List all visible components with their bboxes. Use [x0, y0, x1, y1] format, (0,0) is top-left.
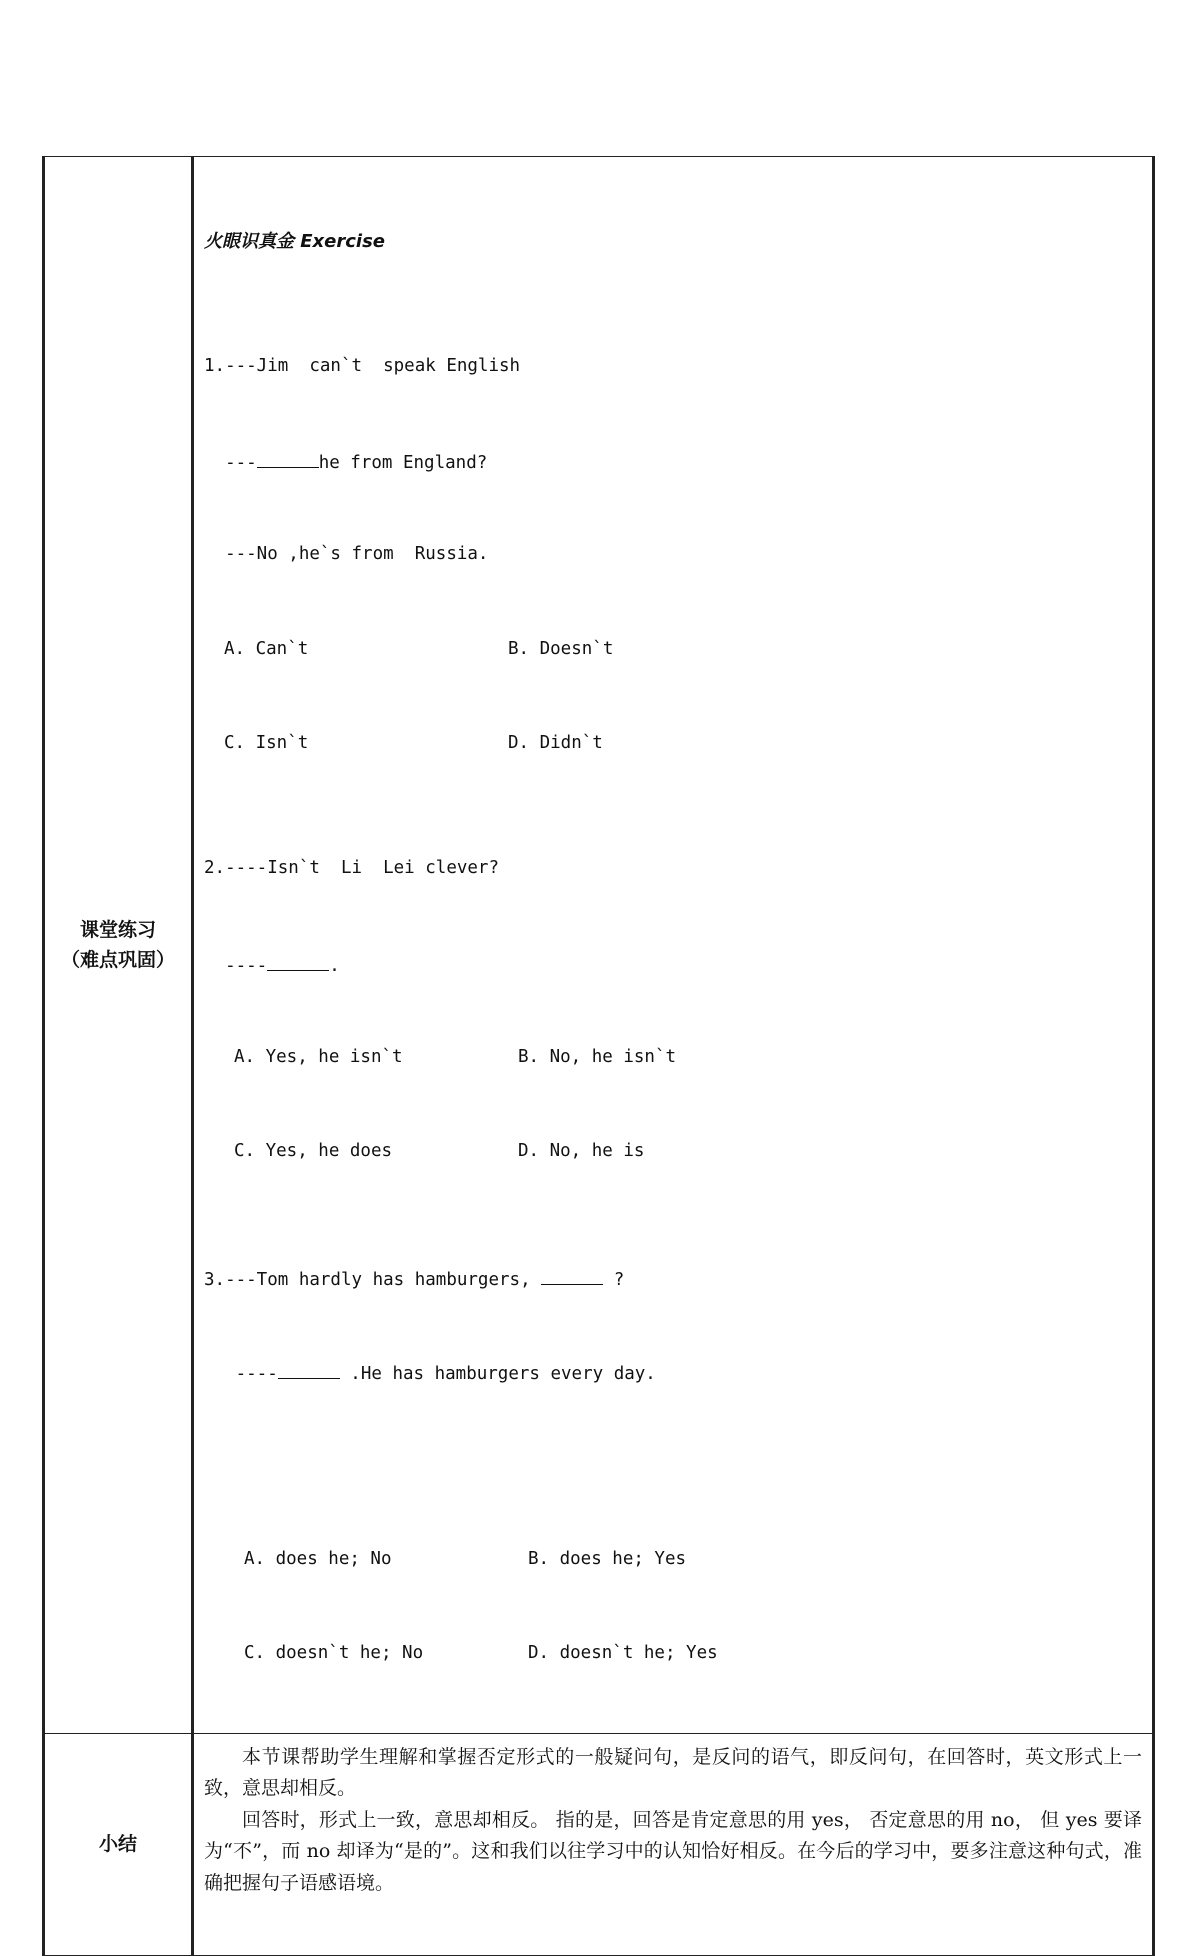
- q2-options-ab: [204, 1042, 1142, 1073]
- summary-row: [44, 1733, 1154, 1955]
- q3-tag-blank: [541, 1262, 603, 1285]
- q1-answer-blank: [257, 445, 319, 468]
- q1-option-d: D. Didn`t: [508, 732, 603, 753]
- q3-options-ab: [204, 1544, 1142, 1575]
- q1-line3: ---No ,he`s from Russia.: [204, 544, 489, 565]
- q1-options-cd: [204, 728, 1142, 759]
- q2-line2-suffix: .: [329, 955, 340, 976]
- practice-row: [44, 157, 1154, 1734]
- summary-content-cell: [193, 1733, 1154, 1955]
- q1-option-c: C. Isn`t: [224, 732, 309, 753]
- q3-line1: [204, 1262, 1142, 1293]
- q2-answer-blank: [267, 948, 329, 971]
- q3-spacer: [204, 1450, 1142, 1481]
- q2-options-cd: [204, 1136, 1142, 1167]
- practice-content-cell: [193, 157, 1154, 1734]
- exercise-heading: 火眼识真金 Exercise: [204, 230, 386, 252]
- q3-line1-prefix: 3.---Tom hardly has hamburgers,: [204, 1269, 542, 1290]
- q1-line2-prefix: ---: [204, 453, 257, 474]
- q3-line2: [204, 1356, 1142, 1387]
- summary-paragraph-1: 本节课帮助学生理解和掌握否定形式的一般疑问句，是反问的语气，即反问句，在回答时，英文形式上一致，意思却相反。: [204, 1745, 1142, 1800]
- q1-option-a: A. Can`t: [224, 638, 309, 659]
- summary-paragraph-2: 回答时，形式上一致，意思却相反。 指的是，回答是肯定意思的用 yes， 否定意思的用 no， 但 yes 要译为“不”，而 no 却译为“是的”。这和我们以往学习中的认知恰好相反。在今后的学习中，要多注意这种句式，准确把握句子语感语境。: [204, 1808, 1142, 1894]
- q3-answer-blank: [278, 1356, 340, 1379]
- summary-label-cell: [44, 1733, 193, 1955]
- q3-line1-suffix: ?: [603, 1269, 625, 1290]
- q2-option-c: C. Yes, he does: [234, 1141, 393, 1162]
- q3-options-cd: [204, 1638, 1142, 1669]
- summary-label: 小结: [98, 1833, 137, 1856]
- exercise-content: [194, 157, 1152, 1733]
- lesson-table: [42, 156, 1155, 1956]
- q1-line1: 1.---Jim can`t speak English: [204, 356, 521, 377]
- q3-line2-suffix: .He has hamburgers every day.: [339, 1363, 656, 1384]
- practice-label-cell: [44, 157, 193, 1734]
- q3-option-a: A. does he; No: [244, 1549, 392, 1570]
- practice-label-line1: 课堂练习: [79, 918, 156, 941]
- q2-line2: [204, 948, 1142, 979]
- q2-line2-prefix: ----: [204, 955, 268, 976]
- practice-label-line2: （难点巩固）: [60, 948, 175, 971]
- q3-option-b: B. does he; Yes: [528, 1549, 687, 1570]
- q1-line2: [204, 445, 1142, 476]
- q1-option-b: B. Doesn`t: [508, 638, 614, 659]
- summary-content: [194, 1734, 1152, 1900]
- q1-options-ab: [204, 634, 1142, 665]
- q1-line2-suffix: he from England?: [318, 453, 488, 474]
- q2-option-d: D. No, he is: [518, 1141, 645, 1162]
- q3-option-c: C. doesn`t he; No: [244, 1643, 424, 1664]
- q3-option-d: D. doesn`t he; Yes: [528, 1643, 718, 1664]
- q3-line2-prefix: ----: [204, 1363, 278, 1384]
- q2-line1: 2.----Isn`t Li Lei clever?: [204, 858, 500, 879]
- q2-option-b: B. No, he isn`t: [518, 1046, 677, 1067]
- q2-option-a: A. Yes, he isn`t: [234, 1046, 403, 1067]
